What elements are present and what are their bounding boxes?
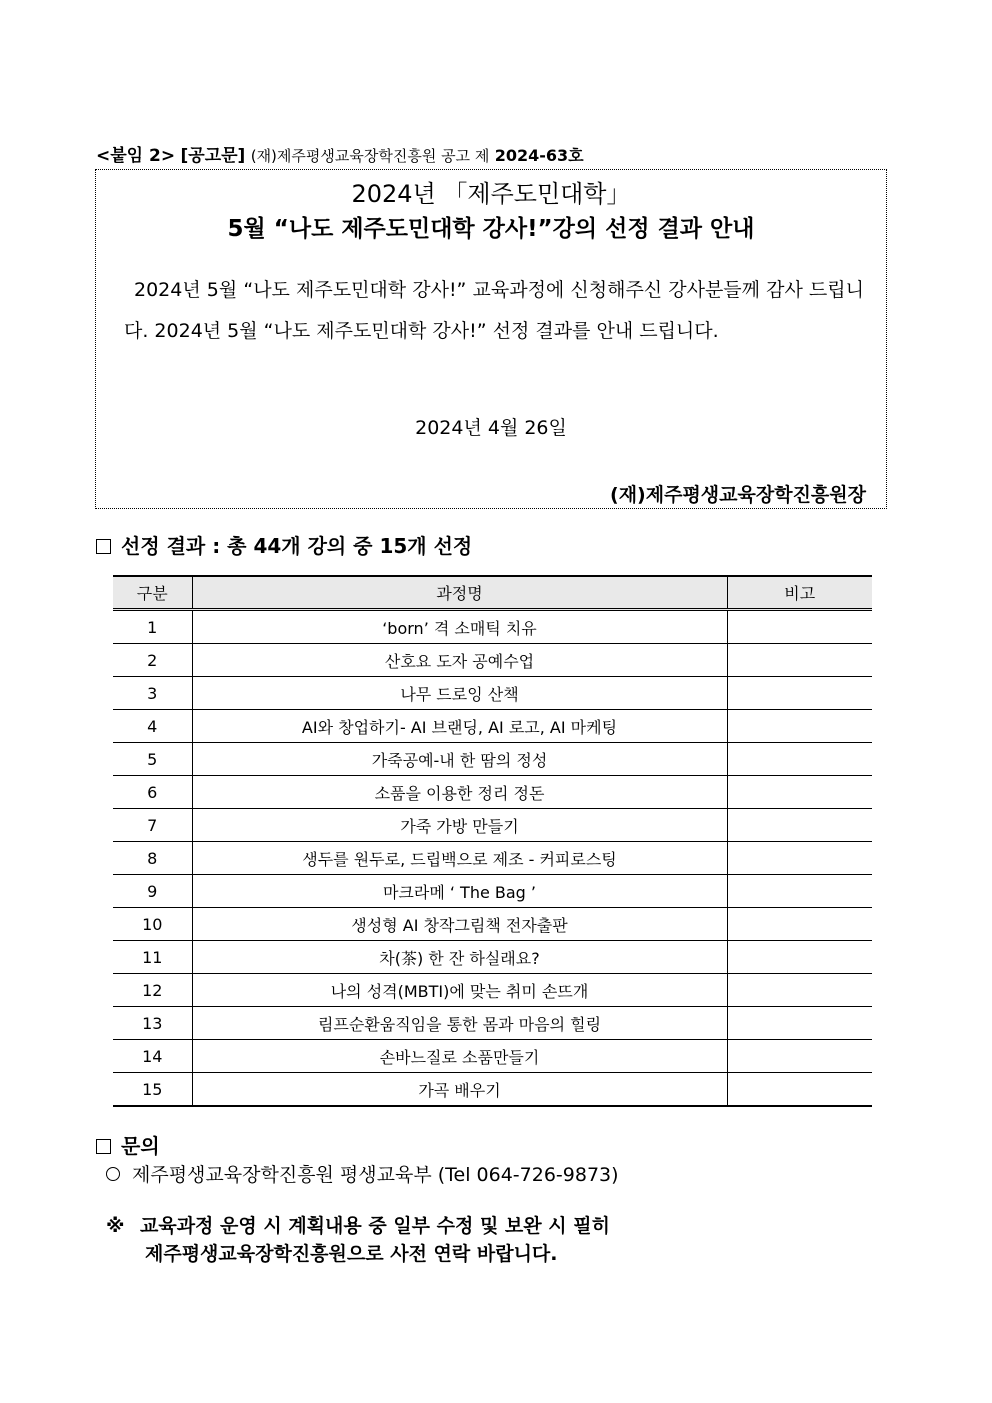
cell-remarks	[727, 776, 872, 809]
cell-course-name: 나의 성격(MBTI)에 맞는 취미 손뜨개	[192, 974, 727, 1007]
table-header-row	[113, 576, 872, 610]
notice-date: 2024년 4월 26일	[415, 417, 567, 439]
table-row	[113, 776, 872, 809]
column-header-remarks: 비고	[727, 576, 872, 610]
cell-no: 15	[113, 1073, 192, 1107]
attachment-label: <붙임 2>	[96, 146, 176, 166]
document-header	[96, 141, 896, 166]
table-row	[113, 842, 872, 875]
cell-no: 6	[113, 776, 192, 809]
note-line1: 교육과정 운영 시 계획내용 중 일부 수정 및 보완 시 필히	[140, 1215, 610, 1237]
cell-remarks	[727, 1007, 872, 1040]
table-row	[113, 908, 872, 941]
cell-remarks	[727, 1040, 872, 1073]
table-row	[113, 710, 872, 743]
cell-course-name: ‘born’ 격 소매틱 치유	[192, 610, 727, 644]
notice-number: 2024-63호	[494, 146, 584, 165]
table-row	[113, 677, 872, 710]
notice-title-line2: 5월 “나도 제주도민대학 강사!”강의 선정 결과 안내	[227, 216, 755, 242]
cell-no: 2	[113, 644, 192, 677]
table-row	[113, 1073, 872, 1107]
cell-course-name: AI와 창업하기- AI 브랜딩, AI 로고, AI 마케팅	[192, 710, 727, 743]
checkbox-icon	[96, 539, 111, 554]
notice-body: 2024년 5월 “나도 제주도민대학 강사!” 교육과정에 신청해주신 강사분들께 감사 드립니다. 2024년 5월 “나도 제주도민대학 강사!” 선정 결과를 안내 드립니다.	[124, 279, 864, 342]
contact-line	[106, 1160, 619, 1187]
cell-course-name: 나무 드로잉 산책	[192, 677, 727, 710]
cell-course-name: 손바느질로 소품만들기	[192, 1040, 727, 1073]
cell-remarks	[727, 974, 872, 1007]
cell-course-name: 생두를 원두로, 드립백으로 제조 - 커피로스팅	[192, 842, 727, 875]
table-row	[113, 809, 872, 842]
cell-course-name: 차(茶) 한 잔 하실래요?	[192, 941, 727, 974]
results-table	[113, 575, 872, 1107]
cell-remarks	[727, 908, 872, 941]
inquiry-heading	[96, 1130, 160, 1159]
note-line2: 제주평생교육장학진흥원으로 사전 연락 바랍니다.	[145, 1243, 558, 1265]
table-row	[113, 1007, 872, 1040]
cell-course-name: 마크라메 ‘ The Bag ’	[192, 875, 727, 908]
cell-remarks	[727, 842, 872, 875]
table-row	[113, 610, 872, 644]
cell-no: 8	[113, 842, 192, 875]
cell-remarks	[727, 941, 872, 974]
cell-remarks	[727, 743, 872, 776]
issuer-text: (재)제주평생교육장학진흥원 공고 제	[250, 147, 490, 165]
contact-text: 제주평생교육장학진흥원 평생교육부 (Tel 064-726-9873)	[132, 1164, 619, 1186]
cell-course-name: 산호요 도자 공예수업	[192, 644, 727, 677]
cell-course-name: 림프순환움직임을 통한 몸과 마음의 힐링	[192, 1007, 727, 1040]
cell-remarks	[727, 677, 872, 710]
cell-remarks	[727, 610, 872, 644]
issuing-organization: (재)제주평생교육장학진흥원장	[610, 484, 866, 506]
cell-course-name: 가곡 배우기	[192, 1073, 727, 1107]
notice-title-line1: 2024년 「제주도민대학」	[351, 180, 631, 208]
cell-no: 14	[113, 1040, 192, 1073]
table-row	[113, 644, 872, 677]
cell-course-name: 생성형 AI 창작그림책 전자출판	[192, 908, 727, 941]
cell-no: 9	[113, 875, 192, 908]
cell-remarks	[727, 875, 872, 908]
table-row	[113, 974, 872, 1007]
cell-no: 5	[113, 743, 192, 776]
cell-no: 13	[113, 1007, 192, 1040]
document-type: [공고문]	[180, 146, 246, 166]
results-heading	[96, 530, 472, 559]
cell-remarks	[727, 644, 872, 677]
notice-box	[95, 169, 887, 509]
cell-no: 1	[113, 610, 192, 644]
reference-mark: ※	[106, 1215, 125, 1237]
checkbox-icon	[96, 1139, 111, 1154]
note-block	[106, 1212, 610, 1268]
table-row	[113, 875, 872, 908]
cell-course-name: 소품을 이용한 정리 정돈	[192, 776, 727, 809]
circle-bullet-icon	[106, 1167, 120, 1181]
cell-no: 12	[113, 974, 192, 1007]
cell-no: 3	[113, 677, 192, 710]
cell-course-name: 가죽공예-내 한 땀의 정성	[192, 743, 727, 776]
inquiry-heading-text: 문의	[121, 1134, 160, 1158]
cell-remarks	[727, 710, 872, 743]
cell-remarks	[727, 1073, 872, 1107]
cell-no: 4	[113, 710, 192, 743]
table-row	[113, 1040, 872, 1073]
results-heading-text: 선정 결과 : 총 44개 강의 중 15개 선정	[121, 534, 473, 558]
cell-no: 7	[113, 809, 192, 842]
table-row	[113, 743, 872, 776]
cell-no: 10	[113, 908, 192, 941]
table-row	[113, 941, 872, 974]
column-header-no: 구분	[113, 576, 192, 610]
cell-remarks	[727, 809, 872, 842]
cell-no: 11	[113, 941, 192, 974]
column-header-course: 과정명	[192, 576, 727, 610]
cell-course-name: 가죽 가방 만들기	[192, 809, 727, 842]
